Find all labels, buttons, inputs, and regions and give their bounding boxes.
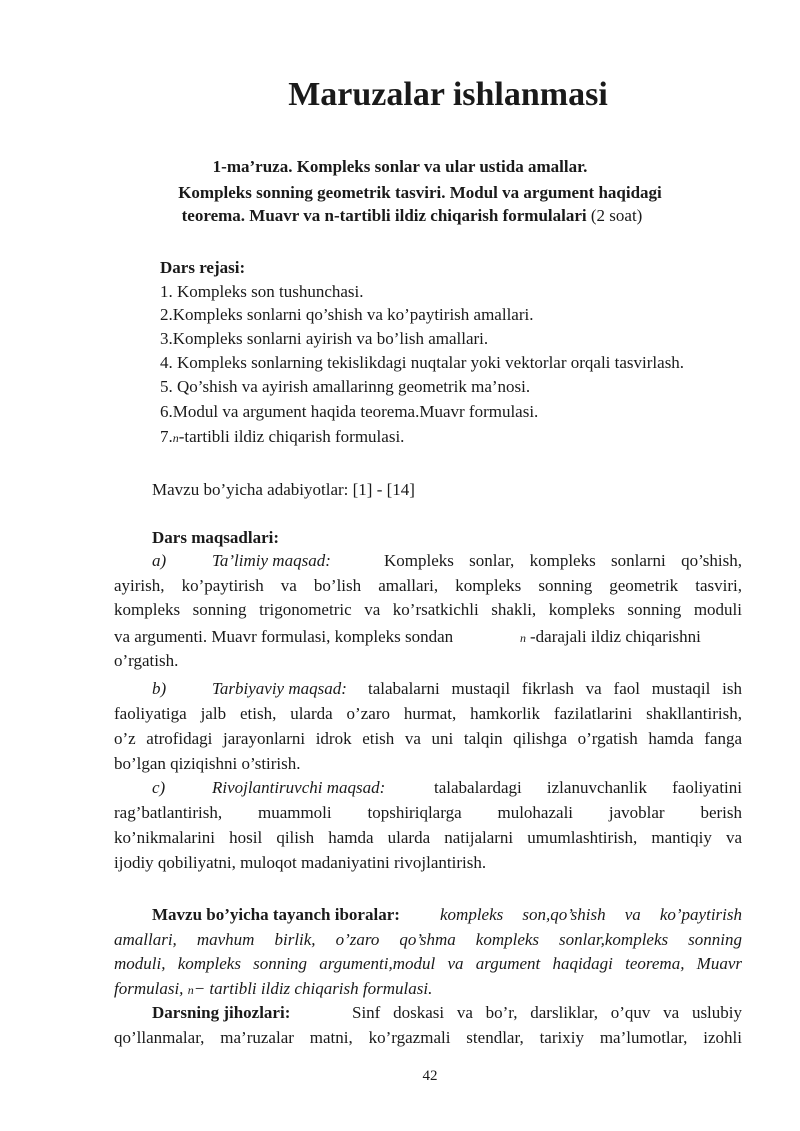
page-number: 42 bbox=[422, 1068, 438, 1084]
goals-heading: Dars maqsadlari: bbox=[152, 528, 280, 547]
goal-c-label: Rivojlantiruvchi maqsad: bbox=[212, 778, 386, 797]
equipment-heading: Darsning jihozlari: bbox=[152, 1003, 291, 1022]
lecture-duration: (2 soat) bbox=[586, 206, 643, 225]
keywords-text: moduli, kompleks sonning argumenti,modul va argument haqidagi teorema, Muavr bbox=[114, 954, 742, 973]
goal-a-text: o’rgatish. bbox=[114, 651, 179, 670]
equipment-text: Sinf doskasi va bo’r, darsliklar, o’quv va uslubiy bbox=[352, 1003, 742, 1022]
goal-a-text: -darajali ildiz chiqarishni bbox=[530, 627, 701, 646]
goal-a-label: Ta’limiy maqsad: bbox=[212, 551, 331, 570]
plan-heading: Dars rejasi: bbox=[160, 258, 246, 277]
equipment-text: qo’llanmalar, ma’ruzalar matni, ko’rgazmali stendlar, tarixiy ma’lumotlar, izohli bbox=[114, 1028, 742, 1047]
plan-item: 5. Qo’shish va ayirish amallarinng geometrik ma’nosi. bbox=[160, 377, 531, 396]
goal-b-text: o’z atrofidagi jarayonlarni idrok etish va uni talqin qilishga o’rgatish hamda fanga bbox=[114, 729, 742, 748]
plan-item: 7.n-tartibli ildiz chiqarish formulasi. bbox=[160, 427, 405, 446]
lecture-heading-line-1: 1-ma’ruza. Kompleks sonlar va ular ustida amallar. bbox=[212, 157, 588, 176]
goal-c-text: rag’batlantirish, muammoli topshiriqlarga mulohazali javoblar berish bbox=[114, 803, 742, 822]
goal-b-marker: b) bbox=[152, 679, 167, 698]
keywords-text: amallari, mavhum birlik, o’zaro qo’shma kompleks sonlar,kompleks sonning bbox=[114, 930, 742, 949]
goal-a-marker: a) bbox=[152, 551, 167, 570]
goal-a-text: kompleks sonning trigonometric va ko’rsatkichli shakli, kompleks sonning moduli bbox=[114, 600, 742, 619]
lecture-heading-line-2: Kompleks sonning geometrik tasviri. Modul va argument haqidagi bbox=[178, 183, 662, 202]
plan-item: 4. Kompleks sonlarning tekislikdagi nuqtalar yoki vektorlar orqali tasvirlash. bbox=[160, 353, 685, 372]
plan-item: 2.Kompleks sonlarni qo’shish va ko’paytirish amallari. bbox=[160, 305, 534, 324]
goal-b-text: talabalarni mustaqil fikrlash va faol mustaqil ish bbox=[368, 679, 742, 698]
plan-item: 3.Kompleks sonlarni ayirish va bo’lish amallari. bbox=[160, 329, 489, 348]
keywords-text: formulasi, n− tartibli ildiz chiqarish formulasi. bbox=[114, 979, 433, 998]
goal-c-marker: c) bbox=[152, 778, 166, 797]
page-title: Maruzalar ishlanmasi bbox=[288, 76, 608, 113]
goal-c-text: talabalardagi izlanuvchanlik faoliyatini bbox=[434, 778, 742, 797]
goal-b-label: Tarbiyaviy maqsad: bbox=[212, 679, 347, 698]
math-symbol-n: n bbox=[187, 983, 194, 997]
goal-c-text: ijodiy qobiliyatni, muloqot madaniyatini rivojlantirish. bbox=[114, 853, 487, 872]
keywords-text: kompleks son,qo’shish va ko’paytirish bbox=[440, 905, 742, 924]
goal-a-text: ayirish, ko’paytirish va bo’lish amallari, kompleks sonning geometrik tasviri, bbox=[114, 576, 742, 595]
plan-item: 6.Modul va argument haqida teorema.Muavr formulasi. bbox=[160, 402, 539, 421]
plan-item: 1. Kompleks son tushunchasi. bbox=[160, 282, 364, 301]
goal-a-text: va argumenti. Muavr formulasi, kompleks sondan bbox=[114, 627, 454, 646]
math-symbol-n: n bbox=[172, 431, 179, 445]
goal-b-text: faoliyatiga jalb etish, ularda o’zaro hurmat, hamkorlik fazilatlarini shakllantirish, bbox=[114, 704, 742, 723]
math-symbol-n: n bbox=[520, 631, 526, 645]
goal-b-text: bo’lgan qiziqishni o’stirish. bbox=[114, 754, 301, 773]
lecture-heading-bold: teorema. Muavr va n-tartibli ildiz chiqarish formulalari bbox=[181, 206, 587, 225]
literature-line: Mavzu bo’yicha adabiyotlar: [1] - [14] bbox=[152, 480, 415, 499]
lecture-heading-line-3 bbox=[0, 207, 800, 224]
goal-a-text: Kompleks sonlar, kompleks sonlarni qo’shish, bbox=[384, 551, 742, 570]
goal-c-text: ko’nikmalarini hosil qilish hamda ularda natijalarni umumlashtirish, mantiqiy va bbox=[114, 828, 742, 847]
keywords-heading: Mavzu bo’yicha tayanch iboralar: bbox=[152, 905, 400, 924]
